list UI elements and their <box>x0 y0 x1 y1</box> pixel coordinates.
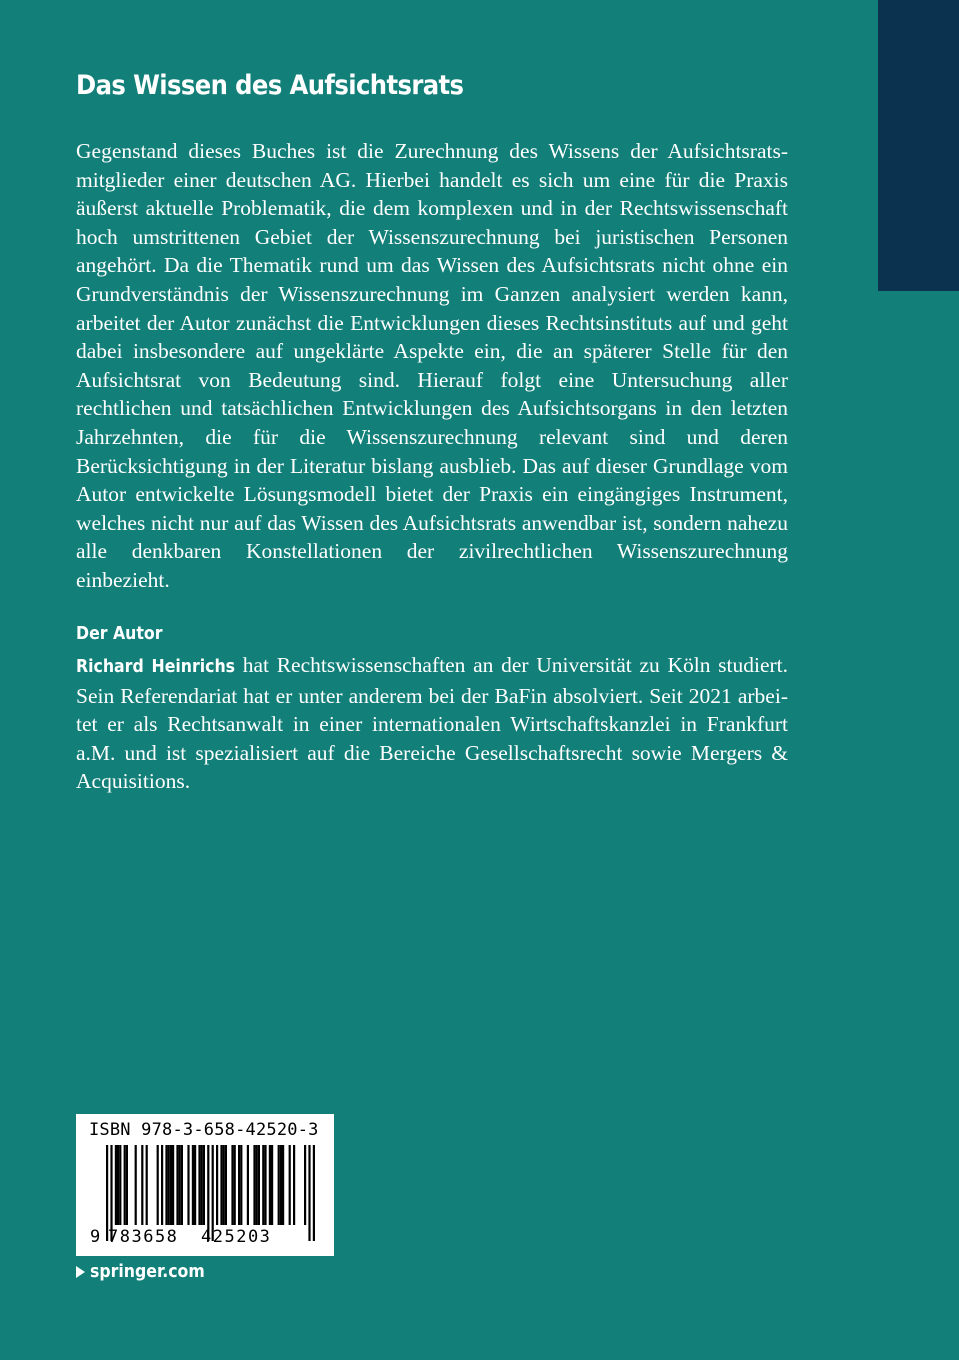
barcode-bar <box>304 1145 306 1225</box>
barcode-bar <box>203 1145 205 1225</box>
corner-accent <box>878 0 959 291</box>
barcode-bar <box>157 1145 159 1225</box>
barcode-bar <box>119 1145 121 1225</box>
barcode-bar <box>141 1145 143 1225</box>
barcode-bar <box>176 1145 178 1225</box>
barcode-bar <box>247 1145 249 1225</box>
barcode-bar <box>240 1145 242 1225</box>
barcode-digits-left: 783658 <box>108 1227 179 1247</box>
barcode-bar <box>124 1145 126 1225</box>
barcode-bar <box>179 1145 181 1225</box>
barcode-guard-bar <box>313 1145 315 1241</box>
barcode-bar <box>192 1145 194 1225</box>
barcode-bar <box>146 1145 148 1225</box>
barcode-bar <box>264 1145 266 1225</box>
barcode-bar <box>216 1145 218 1225</box>
publisher-link[interactable] <box>76 1262 205 1282</box>
barcode-bar <box>271 1145 273 1225</box>
author-bio <box>76 651 788 796</box>
barcode-bar <box>262 1145 264 1225</box>
barcode-bar <box>225 1145 227 1225</box>
barcode-bar <box>135 1145 137 1225</box>
barcode-bar <box>220 1145 222 1225</box>
barcode-bar <box>258 1145 260 1225</box>
barcode-bar <box>238 1145 240 1225</box>
barcode-bar <box>289 1145 291 1225</box>
book-title: Das Wissen des Aufsichtsrats <box>76 70 464 101</box>
barcode-bar <box>282 1145 284 1225</box>
barcode-bar <box>256 1145 258 1225</box>
barcode-bar <box>168 1145 170 1225</box>
barcode-bar <box>293 1145 295 1225</box>
author-bio-text: hat Rechtswissenschaften an der Universität zu Köln studiert. Sein Referendariat hat er unter anderem bei der BaFin absolviert. Seit 2021 arbeitet er als Rechtsanwalt in einer internationalen Wirtschaftskanzlei in Frankfurt a.M. und ist spezialisiert auf die Bereiche Gesellschaftsrecht sowie Mergers & Acquisitions. <box>76 653 789 794</box>
barcode-bar <box>280 1145 282 1225</box>
barcode-bar <box>223 1145 225 1225</box>
author-name: Richard Heinrichs <box>76 657 236 677</box>
publisher-url: springer.com <box>90 1262 205 1282</box>
barcode-bar <box>115 1145 117 1225</box>
barcode-bar <box>253 1145 255 1225</box>
barcode-bar <box>234 1145 236 1225</box>
barcode-bar <box>165 1145 167 1225</box>
barcode-bar <box>181 1145 183 1225</box>
barcode-guard-bar <box>308 1145 310 1241</box>
barcode-bar <box>194 1145 196 1225</box>
author-heading: Der Autor <box>76 624 163 644</box>
barcode-bar <box>198 1145 200 1225</box>
arrow-right-icon <box>76 1266 85 1278</box>
barcode-bar <box>278 1145 280 1225</box>
barcode-digit-first: 9 <box>90 1227 101 1247</box>
barcode-bar <box>161 1145 163 1225</box>
isbn-barcode <box>76 1114 334 1256</box>
book-description: Gegenstand dieses Buches ist die Zurechnung des Wissens der Aufsichtsratsmitglieder einer deutschen AG. Hierbei handelt es sich um eine für die Praxis äußerst aktuelle Problematik, die dem komplexen und in der Rechtswissenschaft hoch umstrittenen Gebiet der Wissenszurechnung bei juristischen Personen angehört. Da die Thematik rund um das Wissen des Aufsichtsrats nicht ohne ein Grundverständnis der Wissenszurechnung im Ganzen analysiert werden kann, arbeitet der Autor zunächst die Entwicklungen dieses Rechtsinstituts auf und geht dabei insbesondere auf ungeklärte Aspekte ein, die an späterer Stelle für den Aufsichtsrat von Bedeutung sind. Hierauf folgt eine Untersuchung aller rechtlichen und tatsächlichen Entwicklungen des Aufsichtsorgans in den letzten Jahrzehnten, die für die Wissenszurechnung relevant sind und deren Berücksichtigung in der Literatur bislang ausblieb. Das auf dieser Grundlage vom Autor entwickelte Lösungsmodell bietet der Praxis ein eingängiges Instrument, welches nicht nur auf das Wissen des Aufsichtsrats anwendbar ist, sondern nahezu alle denkbaren Konstellationen der zivilrechtlichen Wissenszurechnung einbezieht. <box>76 139 788 592</box>
barcode-bar <box>201 1145 203 1225</box>
isbn-label: ISBN 978-3-658-42520-3 <box>89 1120 319 1140</box>
barcode-bar <box>126 1145 128 1225</box>
barcode-bar <box>170 1145 172 1225</box>
barcode-bar <box>231 1145 233 1225</box>
barcode-bar <box>117 1145 119 1225</box>
barcode-bar <box>269 1145 271 1225</box>
barcode-bar <box>187 1145 189 1225</box>
barcode-bar <box>172 1145 174 1225</box>
barcode-digits-right: 425203 <box>201 1227 272 1247</box>
